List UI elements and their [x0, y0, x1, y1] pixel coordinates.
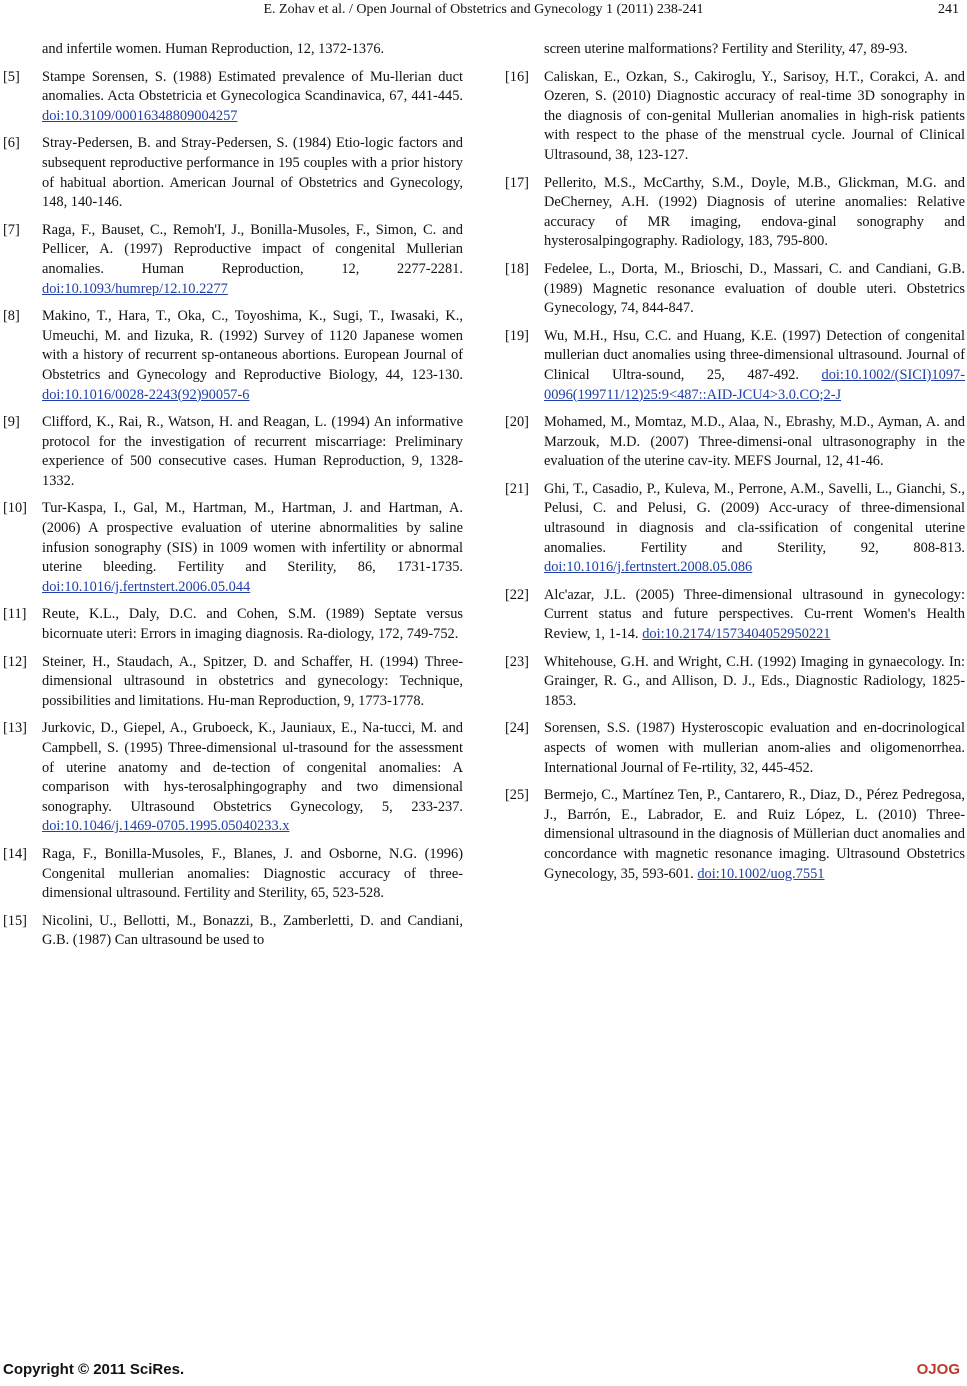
reference-number: [5]: [3, 68, 20, 85]
page-footer: [0, 1361, 967, 1383]
reference-text: Stray-Pedersen, B. and Stray-Pedersen, S. (1984) Etio-logic factors and subsequent reproductive performance in 195 couples with a prior history of habitual abortion. American Journal of Obstetrics and Gynecology, 148, 140-146.: [42, 135, 463, 211]
reference-number: [9]: [3, 414, 20, 431]
reference-number: [14]: [3, 845, 27, 862]
reference-entry: [3, 605, 463, 644]
reference-number: [17]: [505, 174, 529, 191]
running-header: [0, 0, 967, 26]
reference-number: [13]: [3, 720, 27, 737]
doi-link[interactable]: doi:10.1016/j.fertnstert.2006.05.044: [42, 578, 251, 595]
reference-text: and infertile women. Human Reproduction, 12, 1372-1376.: [42, 41, 385, 57]
reference-entry: [505, 40, 965, 60]
reference-text: Bermejo, C., Martínez Ten, P., Cantarero, R., Diaz, D., Pérez Pedregosa, J., Barrón, E., Labrador, E. and Ruiz López, L. (2010) Three-dimensional ultrasound in the diagnosis of Müllerian duct anomalies and concordance with magnetic resonance imaging. Ultrasound Obstetrics Gynecology, 35, 593-601.: [544, 787, 965, 882]
reference-text: Ghi, T., Casadio, P., Kuleva, M., Perrone, A.M., Savelli, L., Gianchi, S., Pelusi, C. and Pelusi, G. (2009) Acc-uracy of three-dimensional ultrasound in diagnosis and cla-ssification of congenital uterine anomalies. Fertility and Sterility, 92, 808-813.: [544, 480, 965, 556]
reference-entry: [3, 413, 463, 491]
reference-number: [25]: [505, 787, 529, 804]
journal-abbreviation: OJOG: [916, 1361, 960, 1378]
reference-text: Whitehouse, G.H. and Wright, C.H. (1992) Imaging in gynaecology. In: Grainger, R. G., and Allison, D. J., Eds., Diagnostic Radiology, 1825-1853.: [544, 653, 965, 709]
reference-number: [24]: [505, 720, 529, 737]
references-left-column: [3, 40, 463, 959]
reference-number: [10]: [3, 500, 27, 517]
reference-entry: [3, 40, 463, 60]
copyright-notice: Copyright © 2011 SciRes.: [3, 1361, 185, 1378]
reference-entry: [505, 653, 965, 712]
reference-number: [11]: [3, 606, 27, 623]
running-head-title: E. Zohav et al. / Open Journal of Obstetrics and Gynecology 1 (2011) 238-241: [263, 2, 704, 17]
reference-text: Clifford, K., Rai, R., Watson, H. and Reagan, L. (1994) An informative protocol for the investigation of recurrent miscarriage: Preliminary experience of 500 consecutive cases. Human Reproduction, 9, 1328-1332.: [42, 414, 463, 489]
page-number: 241: [938, 2, 959, 17]
reference-number: [8]: [3, 308, 20, 325]
reference-text: Stampe Sorensen, S. (1988) Estimated prevalence of Mu-llerian duct anomalies. Acta Obstetricia et Gynecologica Scandinavica, 67, 441-445.: [42, 68, 463, 105]
doi-link[interactable]: doi:10.2174/1573404052950221: [642, 626, 831, 643]
reference-text: Makino, T., Hara, T., Oka, C., Toyoshima, K., Sugi, T., Iwasaki, K., Umeuchi, M. and Iizuka, R. (1992) Survey of 1120 Japanese women with a history of recurrent sp-ontaneous abortions. European Journal of Obstetrics and Gynecology and Reproductive Biology, 44, 123-130.: [42, 308, 463, 383]
reference-entry: [505, 174, 965, 252]
reference-entry: [3, 307, 463, 405]
reference-entry: [505, 413, 965, 472]
reference-text: Nicolini, U., Bellotti, M., Bonazzi, B., Zamberletti, D. and Candiani, G.B. (1987) Can ultrasound be used to: [42, 912, 463, 949]
reference-number: [22]: [505, 586, 529, 603]
reference-text: Mohamed, M., Momtaz, M.D., Alaa, N., Ebrashy, M.D., Ayman, A. and Marzouk, M.D. (2007) Three-dimensi-onal ultrasonography in the evaluation of the uterine cav-ity. MEFS Journal, 12, 41-46.: [544, 414, 965, 470]
reference-text: Jurkovic, D., Giepel, A., Gruboeck, K., Jauniaux, E., Na-tucci, M. and Campbell, S. (1995) Three-dimensional ul-trasound for the assessment of uterine anatomy and de-tection of congenital anomalies: A comparison with hys-terosalphingography and two dimensional sonography. Ultrasound Obstetrics Gynecology, 5, 233-237.: [42, 720, 463, 815]
reference-text: Wu, M.H., Hsu, C.C. and Huang, K.E. (1997) Detection of congenital mullerian duct anomalies using three-dimensional ultrasound. Journal of Clinical Ultra-sound, 25, 487-492.: [544, 327, 965, 383]
reference-number: [21]: [505, 480, 529, 497]
reference-entry: [505, 327, 965, 405]
reference-text: Fedelee, L., Dorta, M., Brioschi, D., Massari, C. and Candiani, G.B. (1989) Magnetic resonance evaluation of double uteri. Obstetrics Gynecology, 74, 844-847.: [544, 260, 965, 317]
reference-number: [7]: [3, 221, 20, 238]
reference-entry: [3, 653, 463, 712]
reference-text: Raga, F., Bauset, C., Remoh'I, J., Bonilla-Musoles, F., Simon, C. and Pellicer, A. (1997) Reproductive impact of congenital Mullerian anomalies. Human Reproduction, 12, 2277-2281.: [42, 221, 463, 277]
doi-link[interactable]: doi:10.1016/0028-2243(92)90057-6: [42, 386, 250, 403]
reference-entry: [3, 845, 463, 904]
reference-entry: [3, 68, 463, 127]
reference-entry: [3, 499, 463, 597]
reference-number: [16]: [505, 68, 529, 85]
reference-entry: [3, 134, 463, 212]
reference-text: Steiner, H., Staudach, A., Spitzer, D. and Schaffer, H. (1994) Three-dimensional ultrasound in obstetrics and gynecology: Technique, possibilities and limitations. Hu-man Reproduction, 9, 1773-1778.: [42, 653, 463, 709]
reference-text: Sorensen, S.S. (1987) Hysteroscopic evaluation and en-docrinological aspects of women with mullerian anom-alies and oligomenorrhea. International Journal of Fe-rtility, 32, 445-452.: [544, 720, 965, 776]
doi-link[interactable]: doi:10.1002/(SICI)1097-0096(199711/12)25:9<487::AID-JCU4>3.0.CO;2-J: [544, 366, 965, 403]
reference-entry: [505, 719, 965, 778]
reference-text: Alc'azar, J.L. (2005) Three-dimensional ultrasound in gynecology: Current status and future perspectives. Cu-rrent Women's Health Review, 1, 1-14.: [544, 586, 965, 643]
reference-entry: [3, 221, 463, 299]
reference-text: Reute, K.L., Daly, D.C. and Cohen, S.M. (1989) Septate versus bicornuate uteri: Errors in imaging diagnosis. Ra-diology, 172, 749-752.: [42, 606, 463, 643]
doi-link[interactable]: doi:10.1002/uog.7551: [697, 865, 825, 882]
doi-link[interactable]: doi:10.3109/00016348809004257: [42, 107, 238, 124]
reference-text: Raga, F., Bonilla-Musoles, F., Blanes, J. and Osborne, N.G. (1996) Congenital mullerian anomalies: Diagnostic accuracy of three-dimensional ultrasound. Fertility and Sterility, 65, 523-528.: [42, 845, 463, 902]
reference-entry: [505, 480, 965, 578]
reference-entry: [505, 586, 965, 645]
reference-number: [23]: [505, 653, 529, 670]
reference-number: [20]: [505, 414, 529, 431]
reference-number: [12]: [3, 653, 27, 670]
reference-number: [6]: [3, 135, 20, 152]
reference-entry: [505, 260, 965, 319]
reference-text: screen uterine malformations? Fertility and Sterility, 47, 89-93.: [544, 41, 908, 57]
reference-text: Pellerito, M.S., McCarthy, S.M., Doyle, M.B., Glickman, M.G. and DeCherney, A.H. (1992) Diagnosis of uterine anomalies: Relative accuracy of MR imaging, endova-ginal sonography and hysterosalpingography. Radiology, 183, 795-800.: [544, 174, 965, 250]
reference-entry: [505, 68, 965, 166]
reference-text: Tur-Kaspa, I., Gal, M., Hartman, M., Hartman, J. and Hartman, A. (2006) A prospective evaluation of uterine abnormalities by saline infusion sonography (SIS) in 1009 women with infertility or abnormal uterine bleeding. Fertility and Sterility, 86, 1731-1735.: [42, 500, 463, 576]
reference-entry: [505, 786, 965, 884]
reference-entry: [3, 719, 463, 837]
doi-link[interactable]: doi:10.1093/humrep/12.10.2277: [42, 280, 228, 297]
reference-number: [15]: [3, 912, 27, 929]
references-right-column: [505, 40, 965, 892]
reference-text: Caliskan, E., Ozkan, S., Cakiroglu, Y., Sarisoy, H.T., Corakci, A. and Ozeren, S. (2010) Diagnostic accuracy of real-time 3D sonography in the diagnosis of con-genital Mullerian anomalies in high-risk patients with respect to the phase of the menstrual cycle. Journal of Clinical Ultrasound, 38, 123-127.: [544, 68, 965, 163]
doi-link[interactable]: doi:10.1046/j.1469-0705.1995.05040233.x: [42, 818, 290, 835]
doi-link[interactable]: doi:10.1016/j.fertnstert.2008.05.086: [544, 559, 753, 576]
reference-number: [19]: [505, 327, 529, 344]
reference-number: [18]: [505, 260, 529, 277]
reference-entry: [3, 912, 463, 951]
